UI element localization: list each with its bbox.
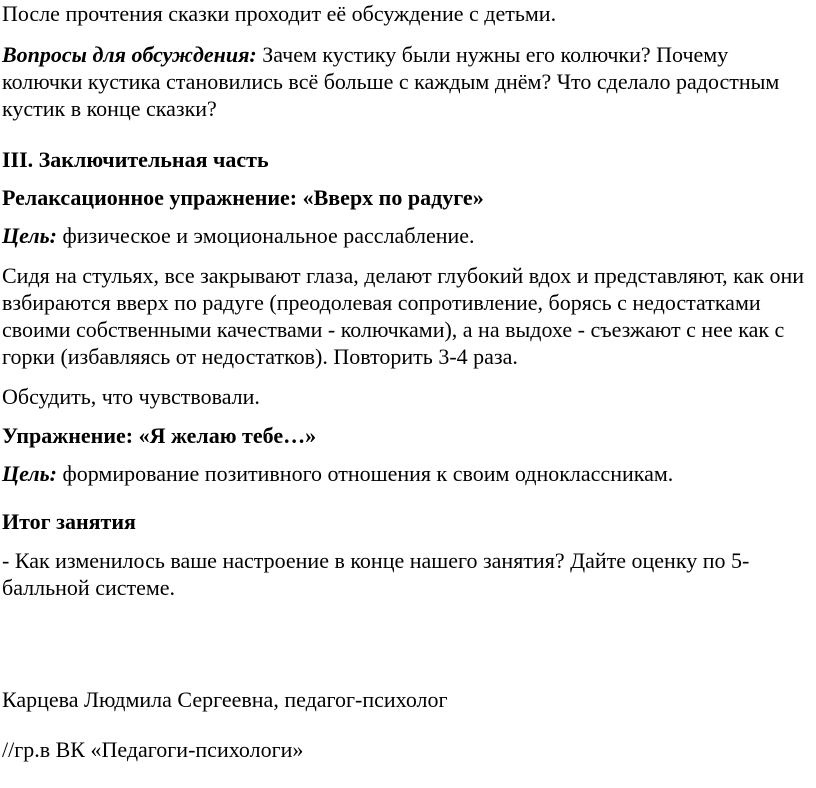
goal1-label: Цель: [2, 223, 57, 248]
goal2-label: Цель: [2, 461, 57, 486]
group-link: //гр.в ВК «Педагоги-психологи» [2, 737, 304, 762]
goal2 [2, 460, 814, 487]
discussion-questions [2, 41, 814, 122]
goal2-text: формирование позитивного отношения к своим одноклассникам. [57, 461, 674, 486]
summary-text: - Как изменилось ваше настроение в конце нашего занятия? Дайте оценку по 5-балльной системе. [2, 548, 750, 600]
goal1-text: физическое и эмоциональное расслабление. [57, 223, 475, 248]
discussion-label: Вопросы для обсуждения: [2, 42, 257, 67]
discussion-text: Зачем кустику были нужны его колючки? Почему колючки кустика становились всё больше с каждым днём? Что сделало радостным кустик в конце сказки? [2, 42, 780, 121]
author: Карцева Людмила Сергеевна, педагог-психолог [2, 687, 448, 712]
goal1 [2, 222, 814, 249]
exercise1-title: Релаксационное упражнение: «Вверх по радуге» [2, 185, 484, 210]
instructions: Сидя на стульях, все закрывают глаза, делают глубокий вдох и представляют, как они взбираются вверх по радуге (преодолевая сопротивление, борясь с недостатками своими собственными качествами - колючками), а на выдохе - съезжают с нее как с горки (избавляясь от недостатков). Повторить 3-4 раза. [2, 263, 805, 369]
discuss: Обсудить, что чувствовали. [2, 384, 260, 409]
summary-heading: Итог занятия [2, 509, 136, 534]
intro-paragraph: После прочтения сказки проходит её обсуждение с детьми. [2, 1, 557, 26]
exercise2-title: Упражнение: «Я желаю тебе…» [2, 423, 317, 448]
section-heading: III. Заключительная часть [2, 147, 269, 172]
